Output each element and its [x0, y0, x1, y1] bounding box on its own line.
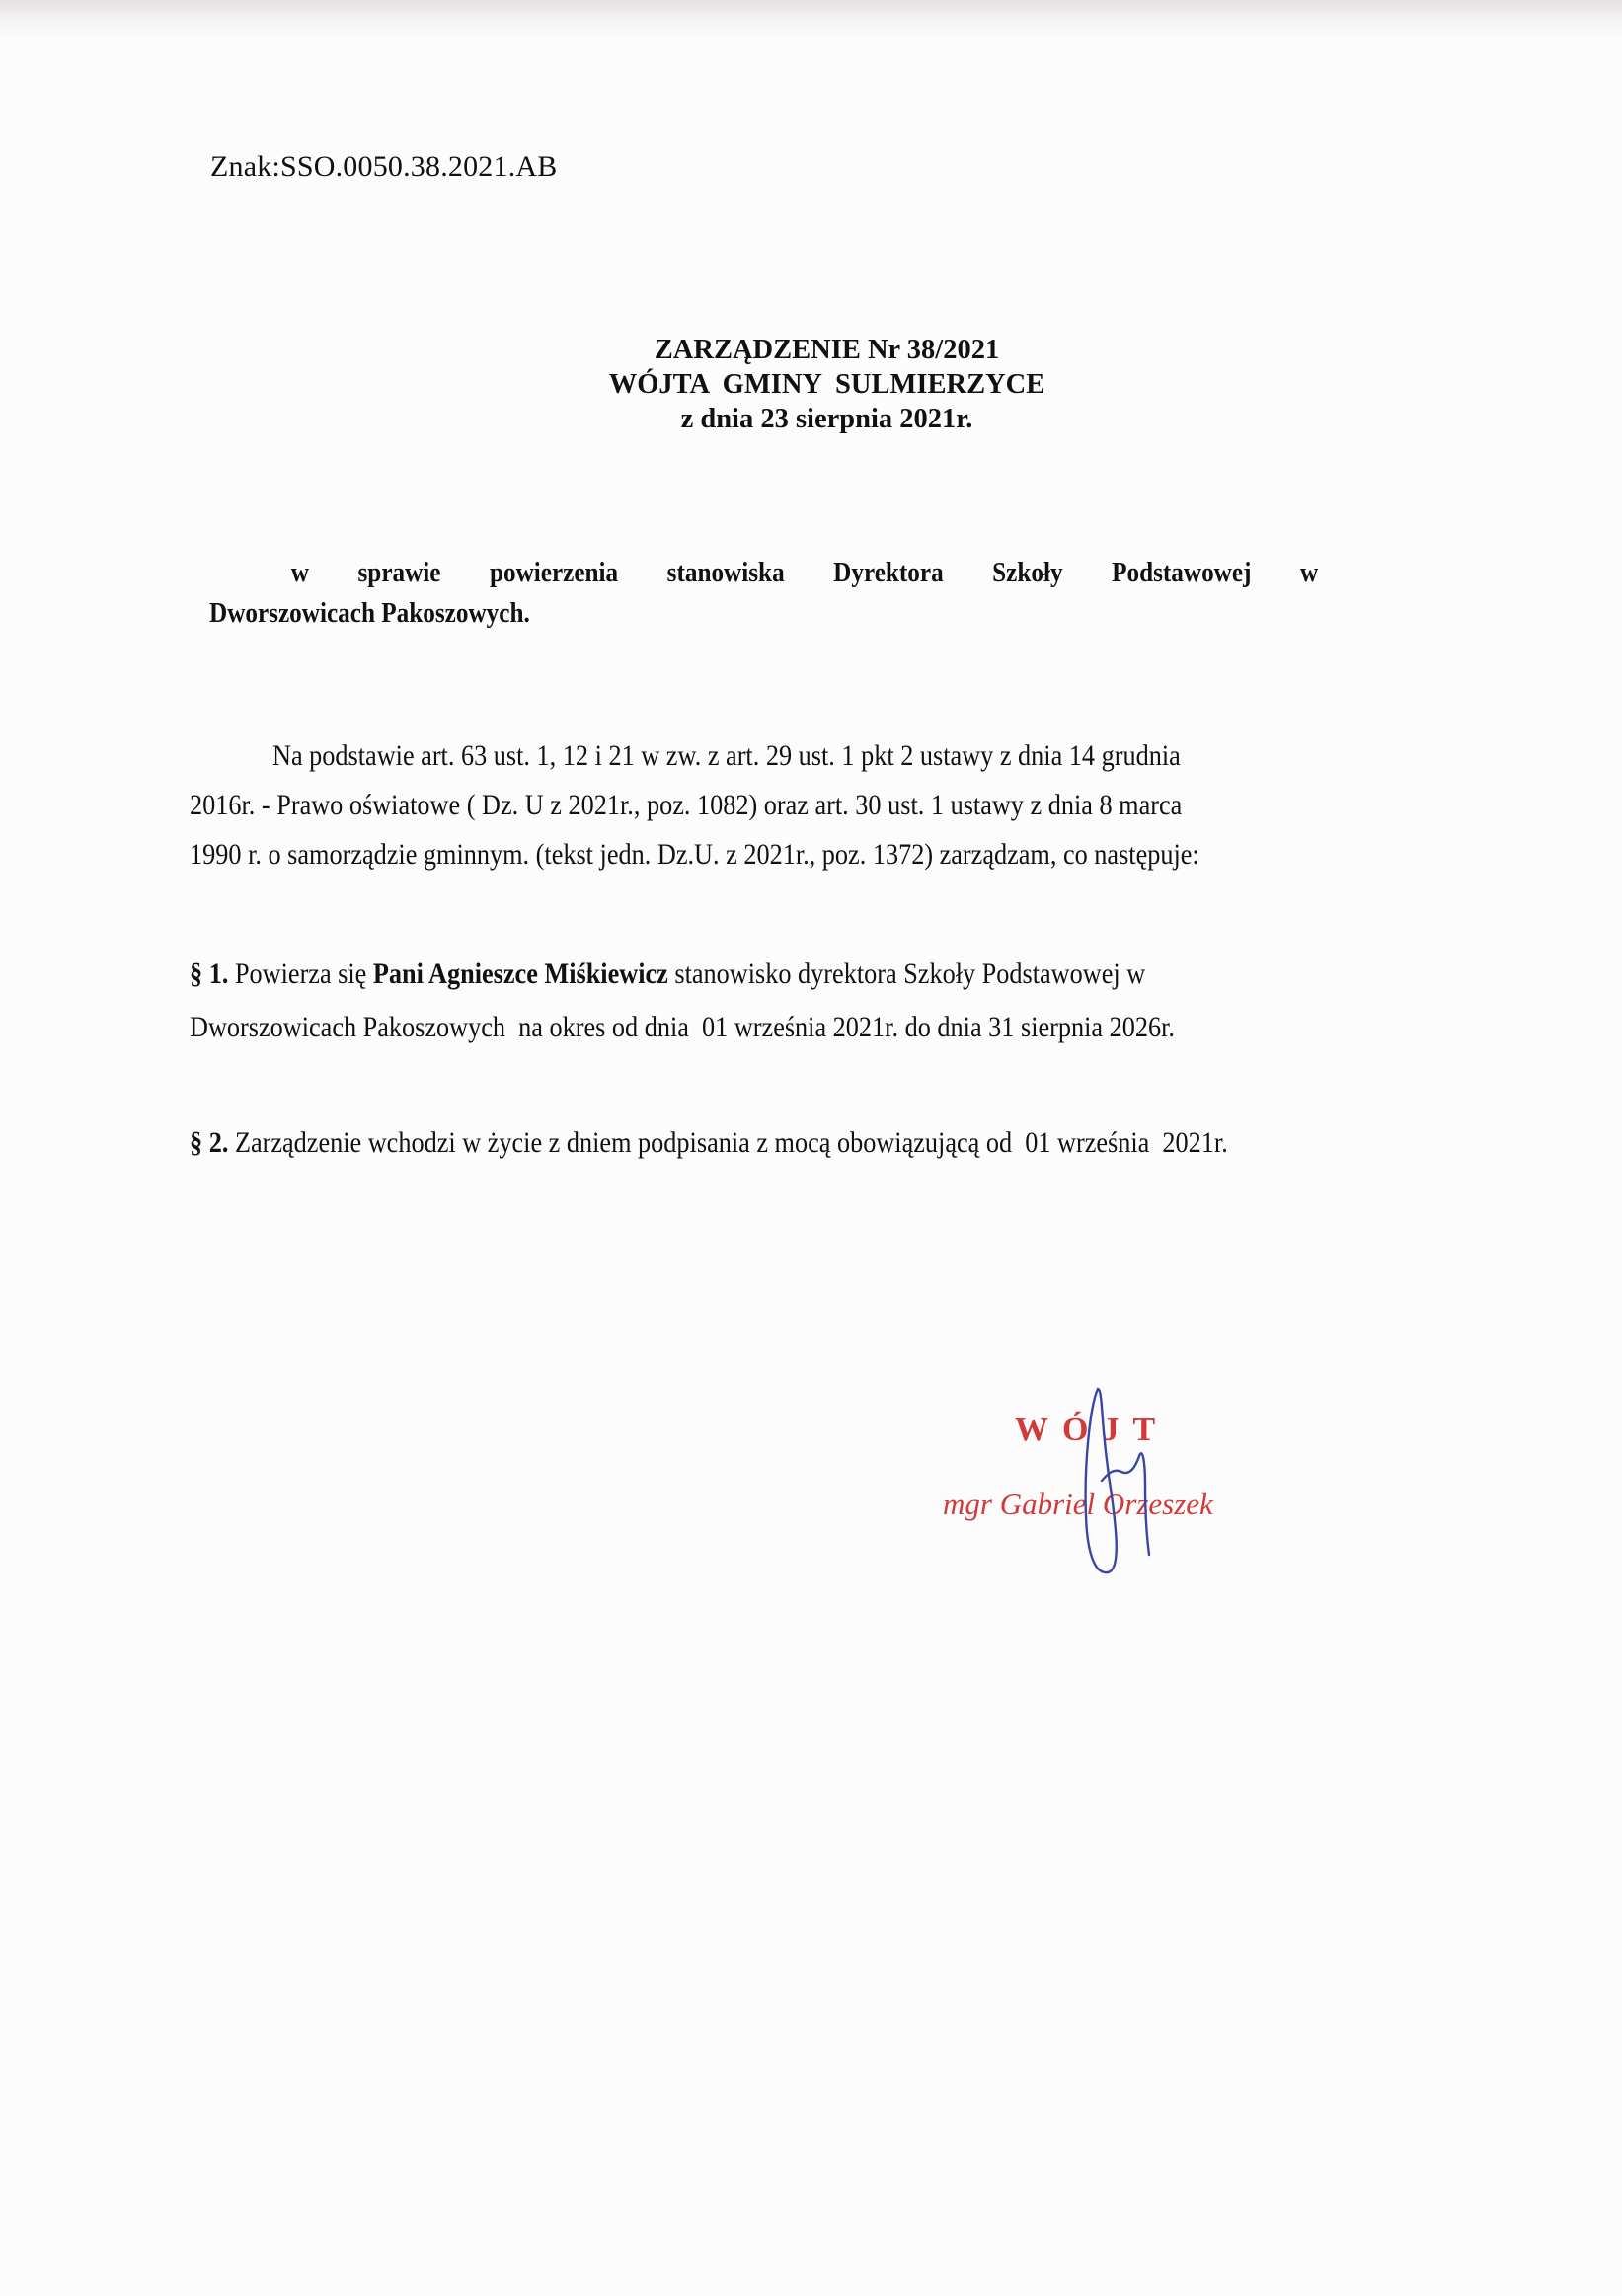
subject-line-1 — [209, 553, 1318, 593]
scan-shadow — [0, 0, 1622, 39]
section-2-label: § 2. — [190, 1126, 229, 1159]
subject-word: w — [1299, 558, 1319, 588]
section-1 — [190, 948, 1425, 1054]
subject-word: w — [290, 558, 310, 588]
section-2-text: Zarządzenie wchodzi w życie z dniem podpisania z mocą obowiązującą od 01 września 2021r. — [234, 1126, 1228, 1159]
document-title — [553, 333, 1101, 436]
stamp-title: WÓJT — [1015, 1412, 1170, 1448]
legal-basis-line: Na podstawie art. 63 ust. 1, 12 i 21 w zw. z art. 29 ust. 1 pkt 2 ustawy z dnia 14 grudnia — [272, 739, 1181, 772]
legal-basis-paragraph — [190, 731, 1425, 880]
section-2 — [190, 1118, 1425, 1168]
reference-sign: Znak:SSO.0050.38.2021.AB — [210, 150, 558, 183]
subject-word: sprawie — [357, 558, 441, 588]
legal-basis-line: 1990 r. o samorządzie gminnym. (tekst jedn. Dz.U. z 2021r., poz. 1372) zarządzam, co następuje: — [190, 838, 1199, 871]
subject-word: stanowiska — [666, 558, 785, 588]
section-1-line-2: Dworszowicach Pakoszowych na okres od dnia 01 września 2021r. do dnia 31 sierpnia 2026r. — [190, 1011, 1176, 1043]
document-subject — [209, 553, 1319, 634]
section-1-line-1 — [190, 948, 1425, 1001]
subject-word: Dyrektora — [833, 558, 944, 588]
section-1-label: § 1. — [190, 957, 229, 990]
title-line-date: z dnia 23 sierpnia 2021r. — [680, 404, 973, 434]
handwritten-signature — [1066, 1377, 1175, 1584]
section-1-text-before: Powierza się — [234, 957, 367, 990]
subject-word: Podstawowej — [1112, 558, 1252, 588]
section-1-text-after: stanowisko dyrektora Szkoły Podstawowej w — [674, 957, 1146, 990]
signature-stroke — [1086, 1389, 1149, 1572]
subject-word: powierzenia — [489, 558, 619, 588]
appointee-name: Pani Agnieszce Miśkiewicz — [372, 957, 668, 990]
stamp-name: mgr Gabriel Orzeszek — [943, 1487, 1213, 1521]
subject-line-2: Dworszowicach Pakoszowych. — [209, 598, 530, 629]
title-line-ordinance: ZARZĄDZENIE Nr 38/2021 — [654, 335, 1000, 365]
legal-basis-line: 2016r. - Prawo oświatowe ( Dz. U z 2021r., poz. 1082) oraz art. 30 ust. 1 ustawy z dnia 8 marca — [190, 789, 1183, 821]
title-line-issuer: WÓJTA GMINY SULMIERZYCE — [608, 369, 1045, 400]
subject-word: Szkoły — [992, 558, 1063, 588]
